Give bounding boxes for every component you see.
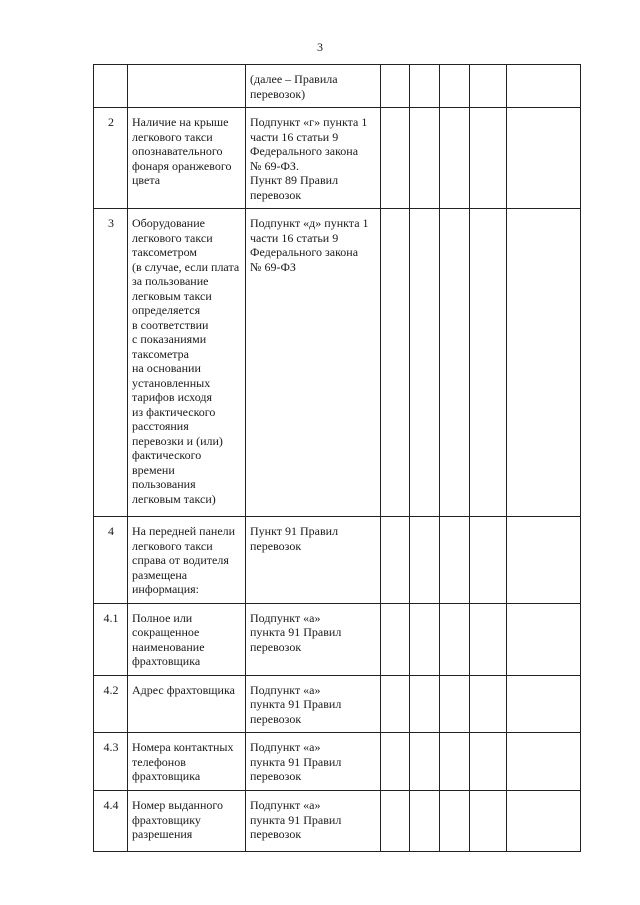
requirement-cell <box>128 65 246 108</box>
reference-cell <box>246 733 381 791</box>
row-number-cell <box>94 675 128 733</box>
requirement-text-line: Адрес фрахтовщика <box>132 682 235 697</box>
reference-text-line: части 16 статьи 9 <box>250 129 339 144</box>
answer-cell <box>440 65 470 108</box>
reference-text-line: № 69-ФЗ. <box>250 158 299 173</box>
answer-cell <box>470 675 507 733</box>
row-number-cell <box>94 209 128 517</box>
requirement-text-line: тарифов исходя <box>132 390 212 404</box>
reference-text-line: перевозок <box>250 769 302 783</box>
answer-cell <box>410 65 440 108</box>
answer-cell <box>381 603 410 675</box>
table-row <box>94 209 581 517</box>
row-number: 4.4 <box>103 798 119 812</box>
requirement-text-line: фрахтовщика <box>132 654 201 668</box>
reference-cell <box>246 517 381 604</box>
requirement-text-line: за пользование <box>132 274 209 288</box>
requirement-text-line: наименование <box>132 639 205 654</box>
requirement-text-line: с показаниями <box>132 332 207 346</box>
requirement-text-line: на основании <box>132 361 201 375</box>
reference-text-line: перевозок <box>250 187 302 202</box>
table-row <box>94 675 581 733</box>
answer-cell <box>470 209 507 517</box>
reference-text-line: пункта 91 Правил <box>250 697 342 711</box>
reference-text-line: перевозок <box>250 827 302 841</box>
answer-cell <box>410 108 440 209</box>
reference-cell <box>246 209 381 517</box>
reference-text-line: Подпункт «а» <box>250 610 321 625</box>
requirement-text-line: справа от водителя <box>132 553 229 567</box>
reference-text-line: перевозок <box>250 639 302 654</box>
answer-cell <box>410 791 440 852</box>
reference-cell <box>246 603 381 675</box>
requirement-text-line: информация: <box>132 582 199 596</box>
row-number: 2 <box>108 115 114 129</box>
reference-text-line: Подпункт «а» <box>250 798 321 812</box>
row-number-cell <box>94 603 128 675</box>
reference-cell <box>246 108 381 209</box>
reference-text-line: Федерального закона <box>250 144 359 158</box>
answer-cell <box>470 603 507 675</box>
requirement-text-line: опознавательного <box>132 144 223 158</box>
row-number-cell <box>94 517 128 604</box>
answer-cell <box>440 517 470 604</box>
requirement-text-line: размещена <box>132 567 188 582</box>
table-row <box>94 517 581 604</box>
requirement-text-line: легковым такси <box>132 288 212 303</box>
requirement-text-line: таксометра <box>132 346 189 361</box>
answer-cell <box>410 675 440 733</box>
reference-text-line: № 69-ФЗ <box>250 259 296 274</box>
answer-cell <box>381 791 410 852</box>
requirement-text-line: Номер выданного <box>132 798 223 812</box>
answer-cell <box>410 603 440 675</box>
requirement-text-line: перевозки и (или) <box>132 433 223 448</box>
requirement-text-line: расстояния <box>132 419 189 433</box>
requirement-text-line: Номера контактных <box>132 740 234 754</box>
answer-cell <box>440 675 470 733</box>
reference-text-line: (далее – Правила <box>250 72 338 86</box>
reference-cell <box>246 791 381 852</box>
reference-cell <box>246 675 381 733</box>
row-number-cell <box>94 791 128 852</box>
requirement-text-line: фонаря оранжевого <box>132 158 232 173</box>
row-number-cell <box>94 108 128 209</box>
table-row <box>94 65 581 108</box>
answer-cell <box>381 675 410 733</box>
table-row <box>94 791 581 852</box>
reference-text-line: пункта 91 Правил <box>250 625 342 639</box>
requirement-text-line: (в случае, если плата <box>132 259 240 274</box>
requirement-text-line: легкового такси <box>132 538 213 553</box>
requirement-cell <box>128 209 246 517</box>
table-body <box>94 65 581 852</box>
reference-text-line: Подпункт «а» <box>250 682 321 697</box>
requirement-text-line: На передней панели <box>132 524 236 538</box>
reference-text-line: перевозок) <box>250 86 306 101</box>
reference-text-line: Подпункт «д» пункта 1 <box>250 216 369 230</box>
reference-text-line: Подпункт «а» <box>250 740 321 754</box>
reference-text-line: Федерального закона <box>250 245 359 259</box>
row-number-cell <box>94 733 128 791</box>
requirement-text-line: цвета <box>132 173 161 187</box>
requirement-text-line: Наличие на крыше <box>132 115 229 129</box>
answer-cell <box>440 108 470 209</box>
answer-cell <box>410 733 440 791</box>
answer-cell <box>507 733 581 791</box>
answer-cell <box>440 209 470 517</box>
answer-cell <box>470 517 507 604</box>
reference-text-line: Подпункт «г» пункта 1 <box>250 115 368 129</box>
table-row <box>94 108 581 209</box>
answer-cell <box>507 791 581 852</box>
answer-cell <box>507 603 581 675</box>
reference-text-line: пункта 91 Правил <box>250 754 342 769</box>
requirement-text-line: легкового такси <box>132 230 213 245</box>
requirement-text-line: сокращенное <box>132 625 200 639</box>
answer-cell <box>507 65 581 108</box>
row-number: 4.1 <box>103 610 119 625</box>
answer-cell <box>440 791 470 852</box>
reference-cell <box>246 65 381 108</box>
table-row <box>94 733 581 791</box>
answer-cell <box>381 733 410 791</box>
reference-text-line: Пункт 91 Правил <box>250 524 339 538</box>
answer-cell <box>410 517 440 604</box>
answer-cell <box>507 209 581 517</box>
requirement-text-line: пользования <box>132 477 196 491</box>
requirement-text-line: времени <box>132 462 175 477</box>
answer-cell <box>381 517 410 604</box>
requirement-cell <box>128 733 246 791</box>
answer-cell <box>470 733 507 791</box>
requirement-text-line: фрахтовщика <box>132 769 201 783</box>
requirement-text-line: установленных <box>132 375 211 390</box>
answer-cell <box>410 209 440 517</box>
answer-cell <box>507 108 581 209</box>
answer-cell <box>381 209 410 517</box>
row-number: 4.3 <box>103 740 119 754</box>
requirement-text-line: таксометром <box>132 245 198 259</box>
answer-cell <box>470 108 507 209</box>
answer-cell <box>470 791 507 852</box>
row-number: 4.2 <box>103 682 119 697</box>
requirements-table <box>93 64 581 852</box>
requirement-text-line: фактического <box>132 448 202 462</box>
reference-text-line: пункта 91 Правил <box>250 812 342 827</box>
requirement-text-line: из фактического <box>132 404 216 419</box>
answer-cell <box>440 603 470 675</box>
requirement-text-line: Полное или <box>132 610 193 625</box>
requirement-text-line: определяется <box>132 303 201 317</box>
requirement-text-line: в соответствии <box>132 317 209 332</box>
answer-cell <box>507 675 581 733</box>
page-number: 3 <box>317 40 323 54</box>
answer-cell <box>470 65 507 108</box>
answer-cell <box>381 108 410 209</box>
row-number-cell <box>94 65 128 108</box>
row-number: 3 <box>108 216 114 230</box>
reference-text-line: перевозок <box>250 538 302 553</box>
requirement-text-line: Оборудование <box>132 216 205 230</box>
answer-cell <box>507 517 581 604</box>
requirement-cell <box>128 603 246 675</box>
requirement-text-line: фрахтовщику <box>132 812 201 827</box>
reference-text-line: Пункт 89 Правил <box>250 173 339 187</box>
row-number: 4 <box>108 524 114 538</box>
requirement-text-line: телефонов <box>132 754 186 769</box>
reference-text-line: перевозок <box>250 711 302 726</box>
requirement-cell <box>128 108 246 209</box>
requirement-cell <box>128 675 246 733</box>
requirement-text-line: разрешения <box>132 827 193 841</box>
answer-cell <box>440 733 470 791</box>
answer-cell <box>381 65 410 108</box>
reference-text-line: части 16 статьи 9 <box>250 230 339 245</box>
requirement-text-line: легкового такси <box>132 129 213 144</box>
requirement-cell <box>128 791 246 852</box>
table-row <box>94 603 581 675</box>
requirement-text-line: легковым такси) <box>132 491 216 506</box>
requirement-cell <box>128 517 246 604</box>
